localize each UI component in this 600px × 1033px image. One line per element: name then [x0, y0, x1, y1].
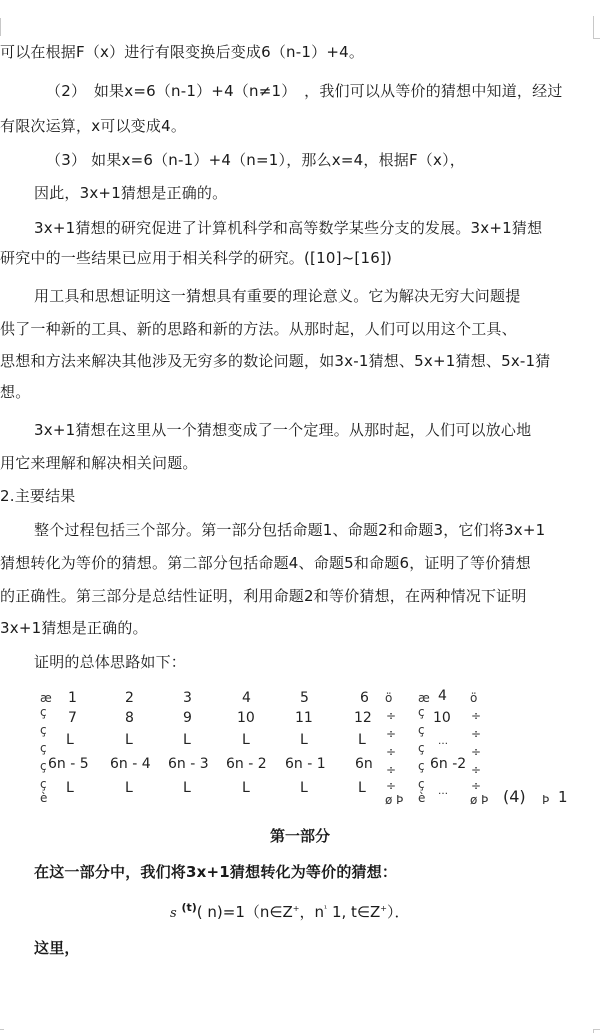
paragraph-line: 整个过程包括三个部分。第一部分包括命题1、命题2和命题3，它们将3x+1	[34, 521, 546, 539]
matrix-cell: 6n - 5	[48, 756, 89, 772]
matrix-left-bracket: ç	[40, 759, 47, 773]
matrix-cell: 2	[125, 690, 134, 706]
formula-text: ）．	[386, 903, 410, 921]
paragraph-line: 因此，3x+1猜想是正确的。	[34, 184, 228, 202]
formula-superscript: (t)	[181, 901, 197, 914]
matrix-right-bracket: ø	[385, 793, 393, 807]
paragraph-line: 可以在根据F（x）进行有限变换后变成6（n-1）+4。	[0, 43, 365, 61]
matrix-left-bracket: è	[40, 791, 48, 805]
page-corner-top-left	[0, 18, 3, 36]
formula-neq: ¹	[323, 904, 328, 913]
matrix-left-bracket: ç	[40, 741, 47, 755]
page-corner-top-right	[593, 16, 600, 39]
matrix-right-bracket: ÷	[386, 745, 397, 759]
matrix-cell: L	[66, 780, 74, 796]
paragraph-line: 用它来理解和解决相关问题。	[0, 454, 198, 472]
matrix-left-bracket: ç	[40, 723, 47, 737]
matrix-left-bracket: ç	[40, 705, 47, 719]
paragraph-line: 的正确性。第三部分是总结性证明，利用命题2和等价猜想，在两种情况下证明	[0, 587, 527, 605]
formula-text: ，n	[299, 903, 324, 921]
matrix-cell: 8	[125, 710, 134, 726]
vector-cell: …	[438, 736, 448, 747]
paragraph-line: 猜想转化为等价的猜想。第二部分包括命题4、命题5和命题6，证明了等价猜想	[0, 554, 531, 572]
matrix-left-bracket: æ	[40, 691, 52, 705]
matrix-cell: 1	[68, 690, 77, 706]
paragraph-line: 用工具和思想证明这一猜想具有重要的理论意义。它为解决无穷大问题提	[34, 287, 521, 305]
matrix-cell: 7	[68, 710, 77, 726]
page-corner-bottom-right	[593, 1029, 600, 1033]
vector-left-bracket: ç	[418, 741, 425, 755]
formula-plus: +	[292, 904, 300, 913]
matrix-cell: L	[358, 732, 366, 748]
vector-right-bracket: ø	[470, 793, 478, 807]
formula-text: ( n)=1（n∈Z	[196, 903, 293, 921]
vector-right-bracket: ÷	[471, 709, 482, 723]
paragraph-line: 3x+1猜想在这里从一个猜想变成了一个定理。从那时起，人们可以放心地	[34, 421, 532, 439]
matrix-cell: L	[300, 732, 308, 748]
matrix-cell: L	[358, 780, 366, 796]
matrix-cell: 6n	[355, 756, 373, 772]
paragraph-line: 证明的总体思路如下：	[34, 653, 187, 671]
matrix-cell: 4	[242, 690, 251, 706]
formula-function: s	[170, 906, 177, 921]
vector-cell: 10	[433, 710, 451, 726]
vector-right-bracket: ÷	[471, 727, 482, 741]
page-corner-bottom-left	[0, 1029, 4, 1033]
vector-left-bracket: ç	[418, 705, 425, 719]
here-label: 这里，	[34, 939, 80, 957]
matrix-cell: 6n - 1	[285, 756, 326, 772]
implies-arrow: Þ	[396, 793, 404, 807]
matrix-right-bracket: ö	[385, 691, 393, 705]
vector-left-bracket: ç	[418, 759, 425, 773]
matrix-right-bracket: ÷	[386, 763, 397, 777]
vector-left-bracket: æ	[418, 691, 430, 705]
vector-left-bracket: ç	[418, 777, 425, 791]
collatz-result: 1	[558, 788, 568, 806]
paragraph-line: 3x+1猜想的研究促进了计算机科学和高等数学某些分支的发展。3x+1猜想	[34, 219, 543, 237]
matrix-right-bracket: ÷	[386, 779, 397, 793]
matrix-cell: 12	[354, 710, 372, 726]
paragraph-line: 思想和方法来解决其他涉及无穷多的数论问题，如3x-1猜想、5x+1猜想、5x-1猜	[0, 352, 551, 370]
implies-arrow: Þ	[481, 793, 489, 807]
matrix-cell: 6n - 4	[110, 756, 151, 772]
vector-right-bracket: ÷	[471, 763, 482, 777]
paragraph-line: 有限次运算，x可以变成4。	[0, 117, 187, 135]
matrix-cell: 11	[295, 710, 313, 726]
matrix-cell: 5	[300, 690, 309, 706]
vector-cell: 4	[438, 688, 447, 704]
matrix-right-bracket: ÷	[386, 709, 397, 723]
section-heading: 2.主要结果	[0, 487, 76, 505]
paragraph-line: 3x+1猜想是正确的。	[0, 619, 148, 637]
part-one-intro: 在这一部分中，我们将3x+1猜想转化为等价的猜想：	[34, 863, 398, 881]
matrix-cell: 10	[237, 710, 255, 726]
matrix-left-bracket: ç	[40, 777, 47, 791]
paragraph-line: 想。	[0, 383, 31, 401]
vector-cell: 6n -2	[430, 756, 467, 772]
matrix-cell: L	[242, 780, 250, 796]
matrix-right-bracket: ÷	[386, 727, 397, 741]
collatz-tail: (4)	[503, 787, 526, 806]
matrix-cell: L	[183, 780, 191, 796]
paragraph-line: 供了一种新的工具、新的思路和新的方法。从那时起，人们可以用这个工具、	[0, 320, 517, 338]
vector-right-bracket: ö	[470, 691, 478, 705]
equivalent-conjecture-formula	[170, 898, 409, 924]
matrix-cell: 6	[360, 690, 369, 706]
matrix-cell: 3	[183, 690, 192, 706]
part-one-title: 第一部分	[269, 827, 330, 845]
matrix-cell: L	[242, 732, 250, 748]
matrix-equation	[40, 688, 600, 813]
matrix-cell: 6n - 2	[226, 756, 267, 772]
matrix-cell: 9	[183, 710, 192, 726]
vector-cell: …	[438, 786, 448, 797]
matrix-cell: L	[125, 732, 133, 748]
vector-right-bracket: ÷	[471, 745, 482, 759]
matrix-cell: L	[125, 780, 133, 796]
paragraph-line: 研究中的一些结果已应用于相关科学的研究。([10]~[16])	[0, 249, 393, 267]
implies-arrow: Þ	[542, 793, 550, 807]
formula-plus: +	[380, 904, 387, 913]
paragraph-line: （3） 如果x=6（n-1）+4（n=1），那么x=4，根据F（x），	[46, 151, 465, 169]
vector-left-bracket: ç	[418, 723, 425, 737]
formula-text: 1, t∈Z	[327, 903, 381, 921]
vector-right-bracket: ÷	[471, 779, 482, 793]
paragraph-line: （2） 如果x=6（n-1）+4（n≠1） ，我们可以从等价的猜想中知道，经过	[46, 82, 563, 100]
matrix-cell: L	[66, 732, 74, 748]
matrix-cell: 6n - 3	[168, 756, 209, 772]
vector-left-bracket: è	[418, 791, 426, 805]
matrix-cell: L	[183, 732, 191, 748]
matrix-cell: L	[300, 780, 308, 796]
